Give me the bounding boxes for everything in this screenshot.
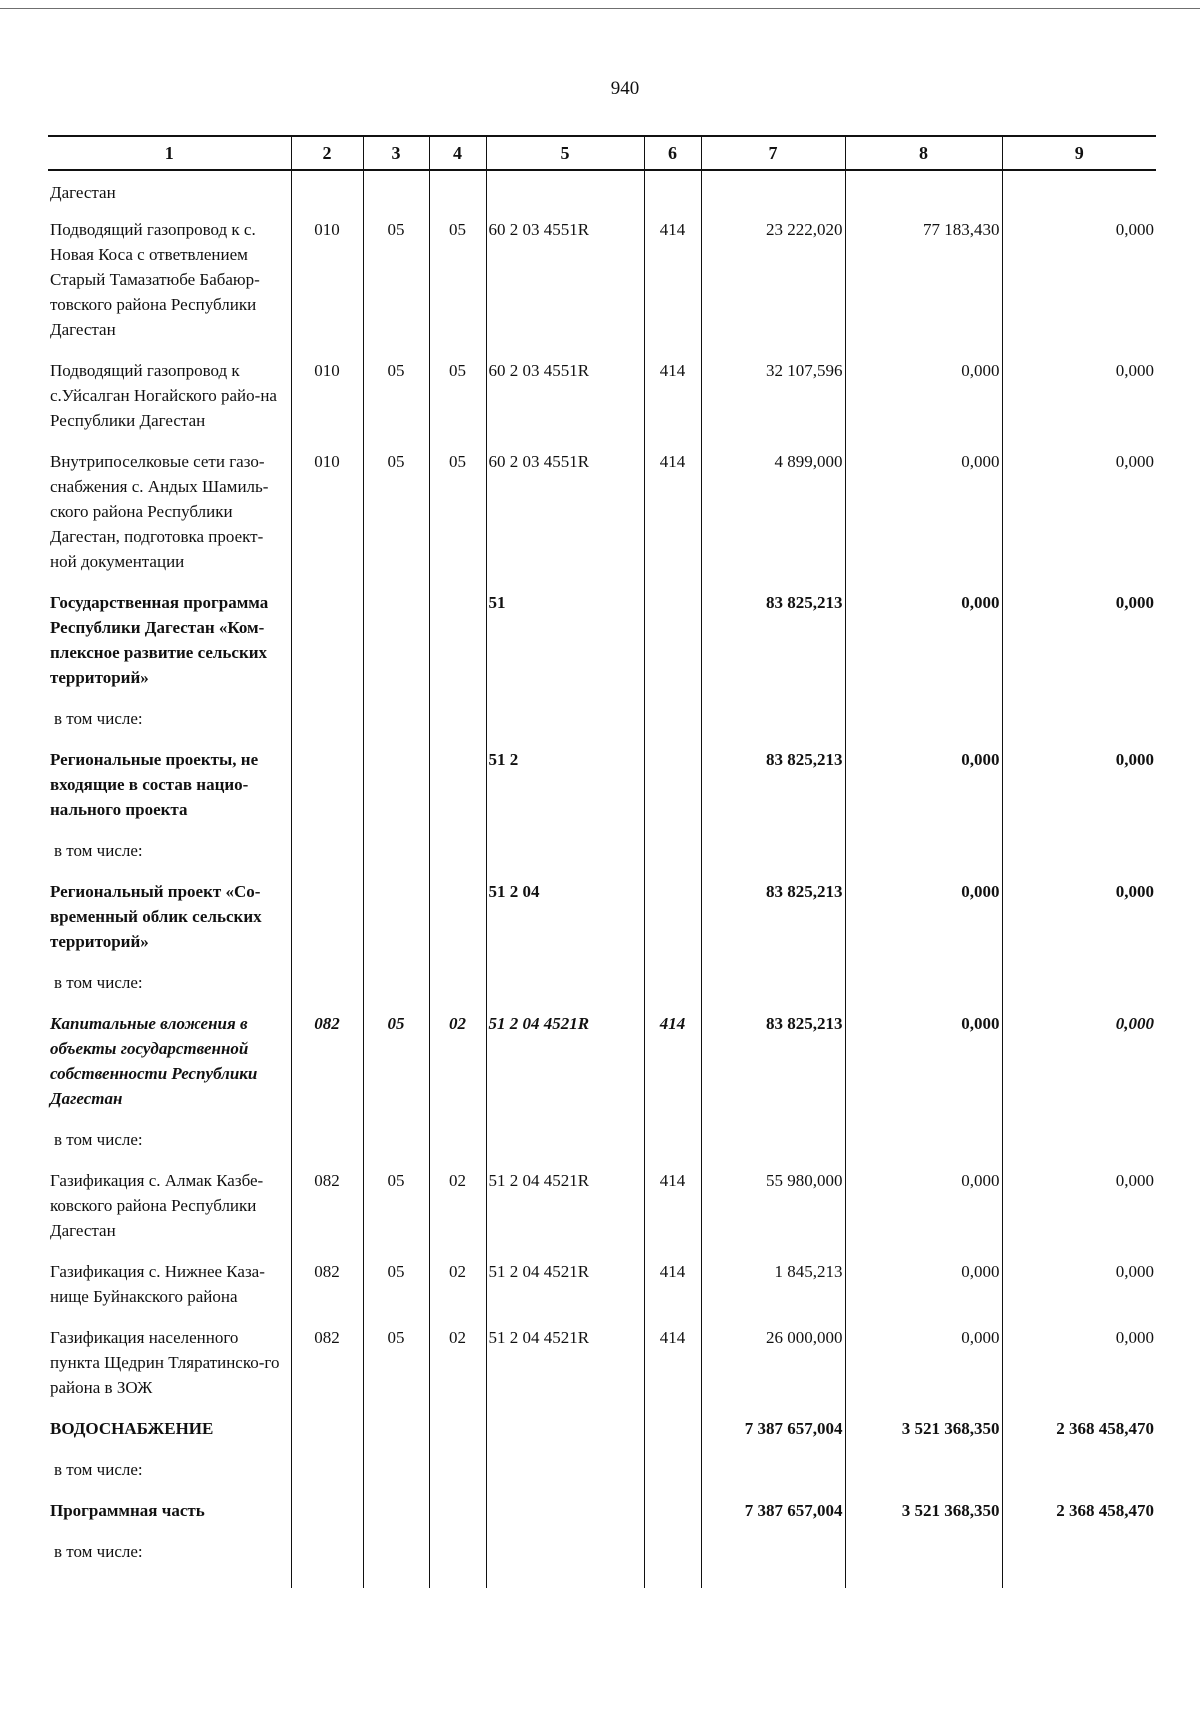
row-col-5-code: 51 2 04 4521R bbox=[486, 1160, 644, 1251]
row-col-4-code: 02 bbox=[429, 1160, 486, 1251]
row-col-2-code bbox=[291, 1490, 363, 1531]
row-description: Газификация с. Алмак Казбе-ковского района Республики Дагестан bbox=[48, 1160, 291, 1251]
table-row bbox=[48, 582, 1156, 698]
row-col-2-code bbox=[291, 1449, 363, 1490]
row-col-9-amount: 0,000 bbox=[1002, 1317, 1156, 1408]
row-col-8-amount: 0,000 bbox=[845, 739, 1002, 830]
row-col-3-code: 05 bbox=[363, 1003, 429, 1119]
row-col-9-amount: 0,000 bbox=[1002, 350, 1156, 441]
row-col-9-amount bbox=[1002, 830, 1156, 871]
row-col-9-amount bbox=[1002, 170, 1156, 209]
row-col-2-code: 082 bbox=[291, 1160, 363, 1251]
row-description: Газификация с. Нижнее Каза-нище Буйнакского района bbox=[48, 1251, 291, 1317]
row-description: Капитальные вложения в объекты государственной собственности Республики Дагестан bbox=[48, 1003, 291, 1119]
row-col-3-code bbox=[363, 1408, 429, 1449]
row-col-7-amount bbox=[701, 962, 845, 1003]
table-tail-cell bbox=[291, 1572, 363, 1588]
header-col-9: 9 bbox=[1002, 136, 1156, 170]
row-col-7-amount bbox=[701, 698, 845, 739]
row-col-6-code bbox=[644, 871, 701, 962]
row-col-7-amount bbox=[701, 1119, 845, 1160]
row-col-2-code: 082 bbox=[291, 1003, 363, 1119]
row-col-2-code: 082 bbox=[291, 1251, 363, 1317]
row-col-7-amount bbox=[701, 170, 845, 209]
row-col-3-code bbox=[363, 698, 429, 739]
row-col-4-code: 05 bbox=[429, 350, 486, 441]
header-col-7: 7 bbox=[701, 136, 845, 170]
row-col-5-code: 60 2 03 4551R bbox=[486, 209, 644, 350]
table-row bbox=[48, 441, 1156, 582]
row-col-4-code bbox=[429, 698, 486, 739]
row-col-3-code bbox=[363, 962, 429, 1003]
row-col-8-amount: 0,000 bbox=[845, 1003, 1002, 1119]
row-col-3-code bbox=[363, 739, 429, 830]
row-col-3-code bbox=[363, 1449, 429, 1490]
row-col-4-code: 02 bbox=[429, 1003, 486, 1119]
row-col-5-code bbox=[486, 1531, 644, 1572]
header-col-3: 3 bbox=[363, 136, 429, 170]
row-col-6-code: 414 bbox=[644, 1003, 701, 1119]
row-col-9-amount bbox=[1002, 698, 1156, 739]
table-tail-cell bbox=[845, 1572, 1002, 1588]
row-col-5-code: 60 2 03 4551R bbox=[486, 441, 644, 582]
row-col-3-code bbox=[363, 582, 429, 698]
row-col-6-code bbox=[644, 1490, 701, 1531]
row-col-6-code: 414 bbox=[644, 209, 701, 350]
row-col-9-amount: 0,000 bbox=[1002, 441, 1156, 582]
row-col-5-code bbox=[486, 1490, 644, 1531]
row-col-9-amount bbox=[1002, 962, 1156, 1003]
row-col-3-code: 05 bbox=[363, 209, 429, 350]
row-col-6-code bbox=[644, 1408, 701, 1449]
row-col-8-amount: 0,000 bbox=[845, 441, 1002, 582]
header-col-5: 5 bbox=[486, 136, 644, 170]
row-col-3-code bbox=[363, 830, 429, 871]
row-col-4-code bbox=[429, 830, 486, 871]
row-col-9-amount bbox=[1002, 1449, 1156, 1490]
row-col-4-code bbox=[429, 1408, 486, 1449]
row-col-2-code bbox=[291, 1531, 363, 1572]
row-col-9-amount bbox=[1002, 1531, 1156, 1572]
row-col-6-code bbox=[644, 1449, 701, 1490]
row-col-7-amount bbox=[701, 830, 845, 871]
row-col-7-amount: 7 387 657,004 bbox=[701, 1408, 845, 1449]
row-col-9-amount bbox=[1002, 1119, 1156, 1160]
table-row bbox=[48, 1119, 1156, 1160]
row-col-6-code bbox=[644, 698, 701, 739]
row-col-9-amount: 0,000 bbox=[1002, 739, 1156, 830]
row-col-8-amount: 3 521 368,350 bbox=[845, 1408, 1002, 1449]
header-col-1: 1 bbox=[48, 136, 291, 170]
table-row bbox=[48, 1490, 1156, 1531]
row-col-2-code: 010 bbox=[291, 350, 363, 441]
row-col-4-code bbox=[429, 739, 486, 830]
row-col-4-code bbox=[429, 871, 486, 962]
row-col-3-code bbox=[363, 1531, 429, 1572]
row-col-5-code bbox=[486, 830, 644, 871]
row-col-8-amount: 0,000 bbox=[845, 350, 1002, 441]
scan-edge-line bbox=[0, 8, 1200, 9]
table-tail-cell bbox=[48, 1572, 291, 1588]
row-col-6-code bbox=[644, 1119, 701, 1160]
table-row bbox=[48, 1531, 1156, 1572]
row-col-9-amount: 0,000 bbox=[1002, 209, 1156, 350]
table-row bbox=[48, 1003, 1156, 1119]
row-col-3-code: 05 bbox=[363, 350, 429, 441]
row-col-9-amount: 0,000 bbox=[1002, 1003, 1156, 1119]
table-header bbox=[48, 136, 1156, 170]
row-col-8-amount: 0,000 bbox=[845, 1317, 1002, 1408]
page-number: 940 bbox=[610, 78, 640, 99]
row-description: Подводящий газопровод к с. Новая Коса с ответвлением Старый Тамазатюбе Бабаюр-товского района Республики Дагестан bbox=[48, 209, 291, 350]
row-col-7-amount: 83 825,213 bbox=[701, 871, 845, 962]
table-row bbox=[48, 1408, 1156, 1449]
row-col-3-code: 05 bbox=[363, 1317, 429, 1408]
header-col-2: 2 bbox=[291, 136, 363, 170]
row-col-8-amount bbox=[845, 698, 1002, 739]
header-row bbox=[48, 136, 1156, 170]
table-row bbox=[48, 830, 1156, 871]
row-description: Региональные проекты, не входящие в состав нацио-нального проекта bbox=[48, 739, 291, 830]
row-col-6-code: 414 bbox=[644, 1160, 701, 1251]
row-col-4-code bbox=[429, 1490, 486, 1531]
row-col-8-amount: 0,000 bbox=[845, 582, 1002, 698]
row-col-3-code bbox=[363, 1490, 429, 1531]
row-description: Дагестан bbox=[48, 170, 291, 209]
row-col-8-amount bbox=[845, 830, 1002, 871]
row-col-2-code: 082 bbox=[291, 1317, 363, 1408]
header-col-4: 4 bbox=[429, 136, 486, 170]
row-description: Внутрипоселковые сети газо-снабжения с. Андых Шамиль-ского района Республики Дагестан, подготовка проект-ной документации bbox=[48, 441, 291, 582]
table-row bbox=[48, 871, 1156, 962]
row-col-8-amount bbox=[845, 1119, 1002, 1160]
row-col-5-code: 51 2 04 bbox=[486, 871, 644, 962]
row-col-5-code bbox=[486, 1119, 644, 1160]
row-col-7-amount: 32 107,596 bbox=[701, 350, 845, 441]
row-description: Программная часть bbox=[48, 1490, 291, 1531]
row-col-7-amount: 55 980,000 bbox=[701, 1160, 845, 1251]
row-col-8-amount: 0,000 bbox=[845, 1160, 1002, 1251]
row-description: Подводящий газопровод к с.Уйсалган Ногайского райо-на Республики Дагестан bbox=[48, 350, 291, 441]
row-col-9-amount: 2 368 458,470 bbox=[1002, 1408, 1156, 1449]
row-col-5-code: 51 2 04 4521R bbox=[486, 1251, 644, 1317]
row-col-5-code: 51 2 bbox=[486, 739, 644, 830]
row-col-4-code bbox=[429, 1119, 486, 1160]
row-col-3-code: 05 bbox=[363, 1160, 429, 1251]
row-col-2-code bbox=[291, 830, 363, 871]
row-col-5-code: 51 2 04 4521R bbox=[486, 1003, 644, 1119]
budget-table-sheet bbox=[48, 135, 1156, 1587]
table-row bbox=[48, 1251, 1156, 1317]
row-col-8-amount bbox=[845, 962, 1002, 1003]
row-col-9-amount: 0,000 bbox=[1002, 582, 1156, 698]
table-row bbox=[48, 698, 1156, 739]
row-col-7-amount: 26 000,000 bbox=[701, 1317, 845, 1408]
table-row bbox=[48, 962, 1156, 1003]
row-col-8-amount: 0,000 bbox=[845, 1251, 1002, 1317]
row-col-5-code: 51 2 04 4521R bbox=[486, 1317, 644, 1408]
row-col-2-code bbox=[291, 739, 363, 830]
table-row bbox=[48, 1317, 1156, 1408]
row-col-5-code bbox=[486, 170, 644, 209]
row-col-6-code bbox=[644, 830, 701, 871]
row-description: ВОДОСНАБЖЕНИЕ bbox=[48, 1408, 291, 1449]
table-tail-cell bbox=[701, 1572, 845, 1588]
row-col-6-code bbox=[644, 739, 701, 830]
row-col-4-code: 02 bbox=[429, 1317, 486, 1408]
row-col-4-code bbox=[429, 582, 486, 698]
row-col-3-code bbox=[363, 170, 429, 209]
row-col-2-code bbox=[291, 962, 363, 1003]
row-description: Государственная программа Республики Дагестан «Ком-плексное развитие сельских территорий» bbox=[48, 582, 291, 698]
row-col-8-amount bbox=[845, 1531, 1002, 1572]
row-col-4-code bbox=[429, 170, 486, 209]
row-col-5-code bbox=[486, 962, 644, 1003]
row-col-2-code bbox=[291, 871, 363, 962]
table-row bbox=[48, 1449, 1156, 1490]
row-col-2-code bbox=[291, 698, 363, 739]
table-tail-cell bbox=[429, 1572, 486, 1588]
row-col-2-code bbox=[291, 582, 363, 698]
header-col-6: 6 bbox=[644, 136, 701, 170]
table-row bbox=[48, 350, 1156, 441]
row-col-6-code bbox=[644, 962, 701, 1003]
row-col-2-code: 010 bbox=[291, 441, 363, 582]
row-col-8-amount: 0,000 bbox=[845, 871, 1002, 962]
row-col-4-code bbox=[429, 962, 486, 1003]
row-col-6-code: 414 bbox=[644, 350, 701, 441]
table-tail-cell bbox=[486, 1572, 644, 1588]
row-col-9-amount: 2 368 458,470 bbox=[1002, 1490, 1156, 1531]
header-col-8: 8 bbox=[845, 136, 1002, 170]
row-col-3-code: 05 bbox=[363, 1251, 429, 1317]
table-tail-row bbox=[48, 1572, 1156, 1588]
row-col-6-code bbox=[644, 582, 701, 698]
row-col-7-amount bbox=[701, 1449, 845, 1490]
row-col-4-code: 05 bbox=[429, 441, 486, 582]
row-description: в том числе: bbox=[48, 1531, 291, 1572]
row-col-2-code: 010 bbox=[291, 209, 363, 350]
row-col-4-code bbox=[429, 1449, 486, 1490]
table-row bbox=[48, 209, 1156, 350]
row-col-3-code bbox=[363, 1119, 429, 1160]
row-col-7-amount: 1 845,213 bbox=[701, 1251, 845, 1317]
row-description: в том числе: bbox=[48, 1449, 291, 1490]
row-col-8-amount: 3 521 368,350 bbox=[845, 1490, 1002, 1531]
table-row bbox=[48, 1160, 1156, 1251]
row-col-6-code bbox=[644, 170, 701, 209]
row-col-4-code: 05 bbox=[429, 209, 486, 350]
row-col-5-code bbox=[486, 1408, 644, 1449]
row-col-9-amount: 0,000 bbox=[1002, 1251, 1156, 1317]
row-col-6-code: 414 bbox=[644, 441, 701, 582]
row-col-8-amount bbox=[845, 1449, 1002, 1490]
row-col-7-amount: 83 825,213 bbox=[701, 739, 845, 830]
row-col-9-amount: 0,000 bbox=[1002, 1160, 1156, 1251]
budget-table bbox=[48, 135, 1156, 1588]
row-description: в том числе: bbox=[48, 962, 291, 1003]
row-col-2-code bbox=[291, 1408, 363, 1449]
table-tail-cell bbox=[1002, 1572, 1156, 1588]
row-description: Региональный проект «Со-временный облик сельских территорий» bbox=[48, 871, 291, 962]
row-description: Газификация населенного пункта Щедрин Тляратинско-го района в ЗОЖ bbox=[48, 1317, 291, 1408]
row-description: в том числе: bbox=[48, 830, 291, 871]
row-col-2-code bbox=[291, 1119, 363, 1160]
row-col-5-code: 60 2 03 4551R bbox=[486, 350, 644, 441]
table-body bbox=[48, 170, 1156, 1588]
row-col-7-amount bbox=[701, 1531, 845, 1572]
row-description: в том числе: bbox=[48, 1119, 291, 1160]
row-col-5-code bbox=[486, 698, 644, 739]
row-col-8-amount bbox=[845, 170, 1002, 209]
table-tail-cell bbox=[644, 1572, 701, 1588]
row-col-6-code: 414 bbox=[644, 1317, 701, 1408]
row-col-5-code bbox=[486, 1449, 644, 1490]
row-col-8-amount: 77 183,430 bbox=[845, 209, 1002, 350]
row-col-4-code: 02 bbox=[429, 1251, 486, 1317]
table-row bbox=[48, 170, 1156, 209]
row-col-2-code bbox=[291, 170, 363, 209]
table-row bbox=[48, 739, 1156, 830]
row-col-7-amount: 83 825,213 bbox=[701, 582, 845, 698]
row-col-7-amount: 4 899,000 bbox=[701, 441, 845, 582]
row-col-5-code: 51 bbox=[486, 582, 644, 698]
row-col-7-amount: 23 222,020 bbox=[701, 209, 845, 350]
row-col-4-code bbox=[429, 1531, 486, 1572]
row-col-3-code: 05 bbox=[363, 441, 429, 582]
row-col-6-code: 414 bbox=[644, 1251, 701, 1317]
row-description: в том числе: bbox=[48, 698, 291, 739]
table-tail-cell bbox=[363, 1572, 429, 1588]
row-col-9-amount: 0,000 bbox=[1002, 871, 1156, 962]
row-col-6-code bbox=[644, 1531, 701, 1572]
row-col-3-code bbox=[363, 871, 429, 962]
row-col-7-amount: 83 825,213 bbox=[701, 1003, 845, 1119]
row-col-7-amount: 7 387 657,004 bbox=[701, 1490, 845, 1531]
